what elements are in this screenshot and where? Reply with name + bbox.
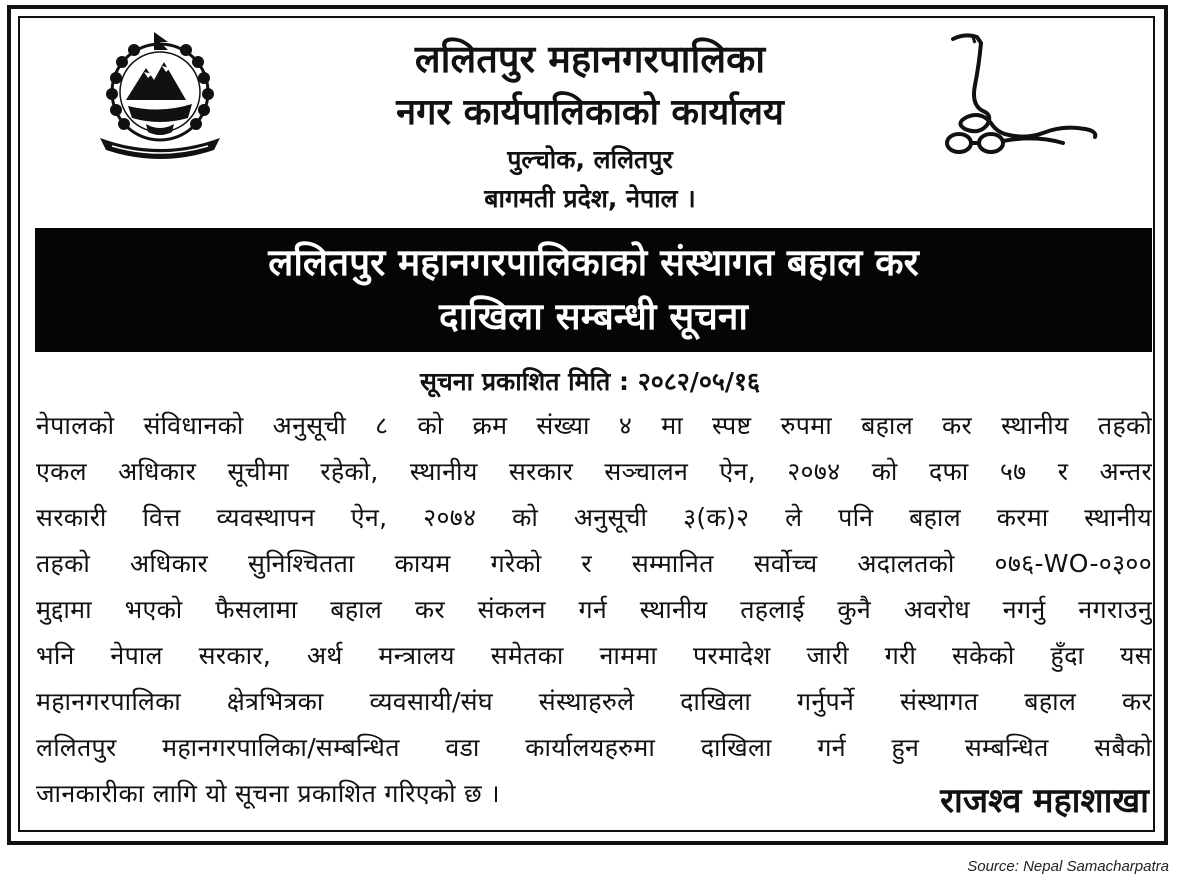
notice-title-line-2: दाखिला सम्बन्धी सूचना (439, 295, 748, 338)
body-line: एकल अधिकार सूचीमा रहेको, स्थानीय सरकार सञ्चालन ऐन, २०७४ को दफा ५७ र अन्तर (36, 457, 1152, 486)
notice-title-line-1: ललितपुर महानगरपालिकाको संस्थागत बहाल कर (268, 241, 919, 284)
body-line: जानकारीका लागि यो सूचना प्रकाशित गरिएको छ । (36, 779, 500, 808)
body-line: महानगरपालिका क्षेत्रभित्रका व्यवसायी/संघ संस्थाहरुले दाखिला गर्नुपर्ने संस्थागत बहाल कर (36, 687, 1152, 716)
body-line: ललितपुर महानगरपालिका/सम्बन्धित वडा कार्यालयहरुमा दाखिला गर्न हुन सम्बन्धित सबैको (36, 733, 1152, 762)
office-name: नगर कार्यपालिकाको कार्यालय (396, 92, 784, 133)
body-line: सरकारी वित्त व्यवस्थापन ऐन, २०७४ को अनुसूची ३(क)२ ले पनि बहाल करमा स्थानीय (36, 503, 1152, 532)
nepal-government-emblem-icon (88, 28, 233, 163)
body-line: भनि नेपाल सरकार, अर्थ मन्त्रालय समेतका नाममा परमादेश जारी गरी सकेको हुँदा यस (36, 641, 1152, 670)
body-line: मुद्दामा भएको फैसलामा बहाल कर संकलन गर्न स्थानीय तहलाई कुनै अवरोध नगर्नु नगराउनु (36, 595, 1152, 624)
source-credit: Source: Nepal Samacharpatra (967, 858, 1169, 875)
org-name: ललितपुर महानगरपालिका (414, 37, 766, 81)
handwritten-signature-icon (935, 25, 1110, 165)
publication-date: सूचना प्रकाशित मिति : २०८२/०५/१६ (420, 367, 760, 396)
notice-title-banner (35, 228, 1152, 352)
address-line-2: बागमती प्रदेश, नेपाल । (484, 184, 696, 213)
body-line: तहको अधिकार सुनिश्चितता कायम गरेको र सम्मानित सर्वोच्च अदालतको ०७६-WO-०३०० (36, 549, 1152, 578)
body-line: नेपालको संविधानको अनुसूची ८ को क्रम संख्या ४ मा स्पष्ट रुपमा बहाल कर स्थानीय तहको (36, 411, 1152, 440)
notice-body (36, 403, 1152, 817)
address-line-1: पुल्चोक, ललितपुर (507, 145, 673, 174)
department-signatory: राजश्व महाशाखा (940, 781, 1149, 821)
